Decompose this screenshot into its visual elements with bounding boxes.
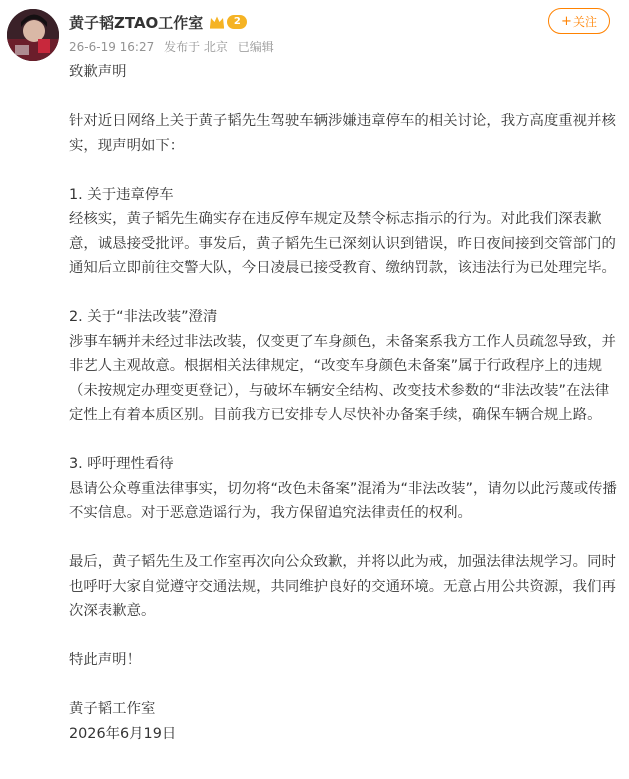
section-2-heading: 2. 关于“非法改装”澄清 xyxy=(69,309,218,325)
intro-paragraph: 针对近日网络上关于黄子韬先生驾驶车辆涉嫌违章停车的相关讨论，我方高度重视并核实，现声明如下： xyxy=(69,113,616,154)
avatar[interactable] xyxy=(7,9,59,61)
verified-badge[interactable] xyxy=(209,14,247,30)
section-3-text: 恳请公众尊重法律事实，切勿将“改色未备案”混淆为“非法改装”，请勿以此污蔑或传播不实信息。对于恶意造谣行为，我方保留追究法律责任的权利。 xyxy=(69,480,617,521)
post-time[interactable]: 26-6-19 16:27 xyxy=(69,40,155,54)
follow-button[interactable] xyxy=(548,8,610,34)
author-name[interactable]: 黄子韬ZTAO工作室 xyxy=(69,13,204,32)
section-1-heading: 1. 关于违章停车 xyxy=(69,186,174,203)
section-3-heading: 3. 呼吁理性看待 xyxy=(69,456,174,472)
signature-date: 2026年6月19日 xyxy=(69,725,177,742)
follow-label: 关注 xyxy=(572,14,597,29)
signature: 黄子韬工作室 xyxy=(69,701,156,717)
end-statement: 特此声明！ xyxy=(69,652,141,668)
closing-paragraph: 最后，黄子韬先生及工作室再次向公众致歉，并将以此为戒，加强法律法规学习。同时也呼吁大家自觉遵守交通法规，共同维护良好的交通环境。无意占用公共资源，我们再次深表歉意。 xyxy=(69,554,616,619)
vip-level-badge: 2 xyxy=(227,15,247,29)
post-content xyxy=(69,60,617,746)
post-meta xyxy=(69,38,280,55)
crown-icon xyxy=(209,15,225,29)
section-1-text: 经核实，黄子韬先生确实存在违反停车规定及禁令标志指示的行为。对此我们深表歉意，诚恳接受批评。事发后，黄子韬先生已深刻认识到错误，昨日夜间接到交管部门的通知后立即前往交警大队，今日凌晨已接受教育、缴纳罚款，该违法行为已处理完毕。 xyxy=(69,211,616,276)
edited-label[interactable]: 已编辑 xyxy=(237,40,274,54)
author-row xyxy=(69,11,247,33)
avatar-image-icon xyxy=(7,9,59,61)
plus-icon: + xyxy=(561,13,572,29)
post-title: 致歉声明 xyxy=(69,64,127,80)
post-location: 发布于 北京 xyxy=(164,40,228,54)
section-2-text: 涉事车辆并未经过非法改装，仅变更了车身颜色，未备案系我方工作人员疏忽导致，并非艺人主观故意。根据相关法律规定，“改变车身颜色未备案”属于行政程序上的违规（未按规定办理变更登记），与破坏车辆安全结构、改变技术参数的“非法改装”在法律定性上有着本质区别。目前我方已安排专人尽快补办备案手续，确保车辆合规上路。 xyxy=(69,333,616,423)
